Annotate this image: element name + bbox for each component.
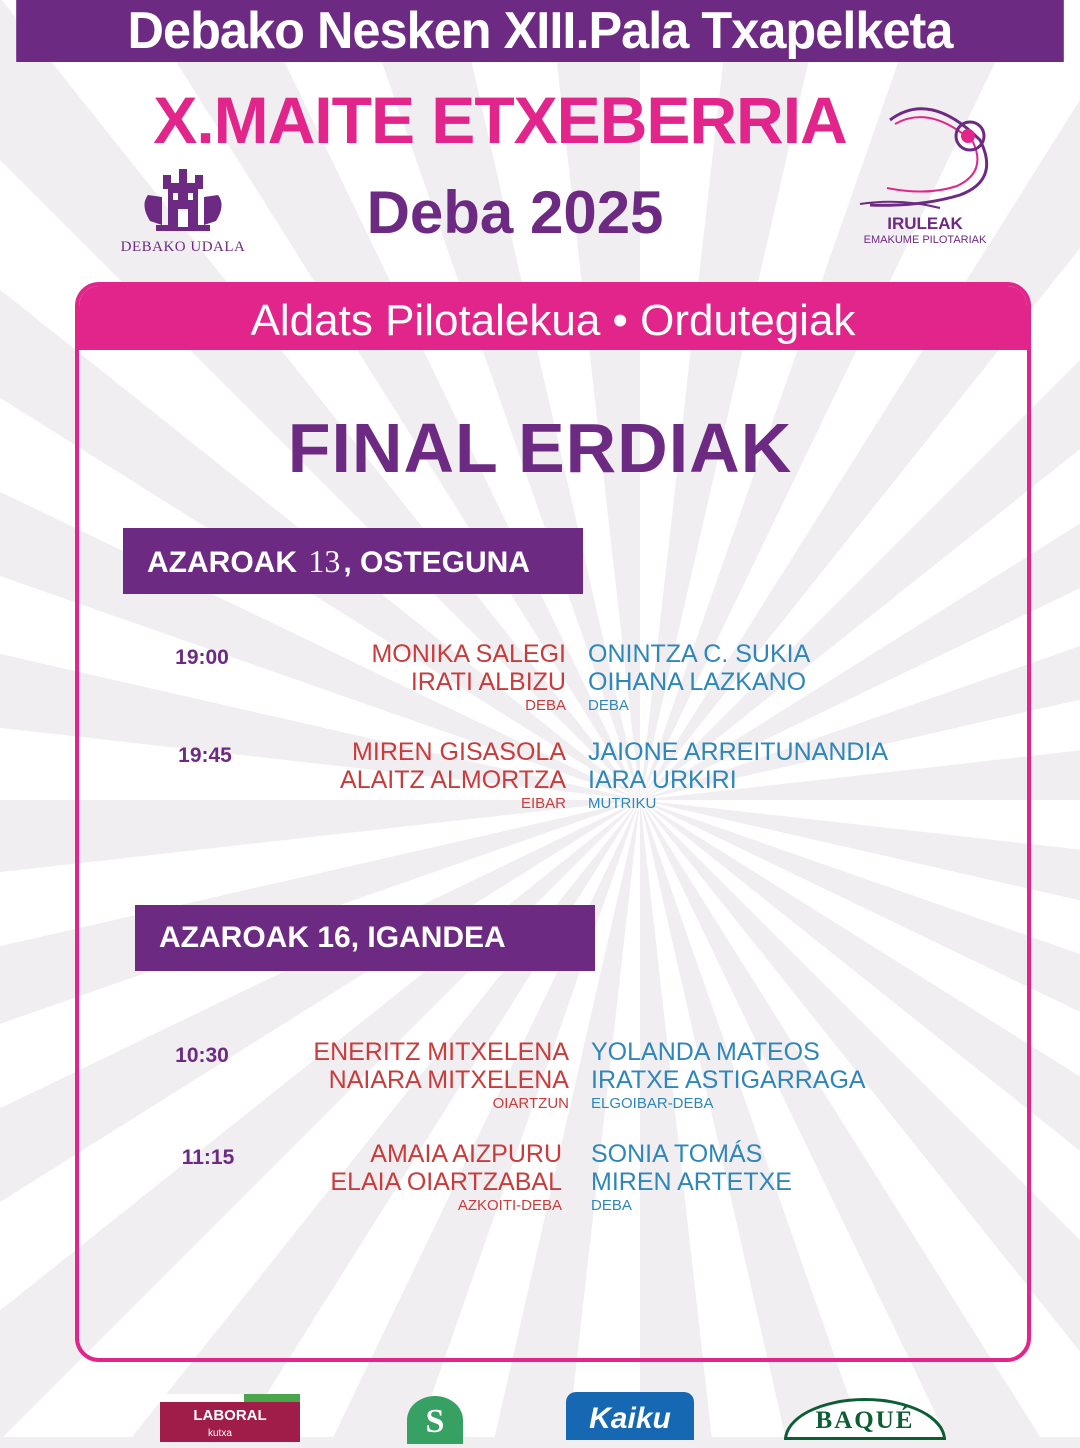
match-time: 11:15 <box>181 1146 235 1169</box>
left-team: AZKOITI-DEBA <box>457 1197 562 1214</box>
left-player: MONIKA SALEGI <box>371 640 566 668</box>
debako-udala-logo <box>118 165 248 260</box>
left-player: MIREN GISASOLA <box>352 738 566 766</box>
match-time: 19:45 <box>178 744 232 767</box>
city-year: Deba 2025 <box>366 179 664 246</box>
left-player: ELAIA OIARTZABAL <box>330 1168 562 1196</box>
left-player: ENERITZ MITXELENA <box>313 1038 569 1066</box>
right-player: OIHANA LAZKANO <box>588 668 807 696</box>
right-player: YOLANDA MATEOS <box>591 1038 820 1066</box>
kaiku-logo: Kaiku <box>566 1392 694 1440</box>
left-player: NAIARA MITXELENA <box>328 1066 569 1094</box>
debako-udala-label: DEBAKO UDALA <box>120 239 246 255</box>
pala-racket-icon <box>850 100 1000 215</box>
venue-header: Aldats Pilotalekua • Ordutegiak <box>79 286 1027 350</box>
left-player: ALAITZ ALMORTZA <box>340 766 566 794</box>
left-team: EIBAR <box>520 795 566 812</box>
iruleak-logo <box>850 100 1000 260</box>
day-1-prefix: AZAROAK <box>147 546 306 579</box>
day-1-number: 13 <box>305 528 343 594</box>
right-team: ELGOIBAR-DEBA <box>591 1095 714 1112</box>
right-player: SONIA TOMÁS <box>591 1140 763 1168</box>
left-team: DEBA <box>525 697 566 714</box>
right-player: IRATXE ASTIGARRAGA <box>591 1066 866 1094</box>
castle-crest-icon <box>118 165 248 240</box>
right-player: MIREN ARTETXE <box>591 1168 792 1196</box>
right-team: MUTRIKU <box>588 795 657 812</box>
iruleak-name: IRULEAK <box>887 214 963 233</box>
day-1-suffix: , OSTEGUNA <box>343 546 531 579</box>
edition-title: X.MAITE ETXEBERRIA <box>153 83 847 157</box>
tournament-title: Debako Nesken XIII.Pala Txapelketa <box>16 0 1064 62</box>
match-time: 19:00 <box>175 646 229 669</box>
right-player: ONINTZA C. SUKIA <box>588 640 811 668</box>
day-header-1 <box>123 528 583 594</box>
left-player: IRATI ALBIZU <box>410 668 566 696</box>
right-player: JAIONE ARREITUNANDIA <box>588 738 889 766</box>
apple-logo: S <box>407 1396 463 1444</box>
laboral-kutxa-logo: LABORAL kutxa <box>160 1402 300 1442</box>
right-team: DEBA <box>591 1197 632 1214</box>
day-header-2: AZAROAK 16, IGANDEA <box>135 905 595 971</box>
stage-title: FINAL ERDIAK <box>287 409 793 487</box>
right-team: DEBA <box>588 697 629 714</box>
baque-logo: BAQUÉ <box>784 1398 946 1440</box>
right-player: IARA URKIRI <box>588 766 737 794</box>
left-player: AMAIA AIZPURU <box>370 1140 562 1168</box>
iruleak-subtitle: EMAKUME PILOTARIAK <box>863 234 987 246</box>
match-time: 10:30 <box>175 1044 229 1067</box>
sponsor-strip <box>0 1388 1080 1440</box>
left-team: OIARTZUN <box>492 1095 569 1112</box>
